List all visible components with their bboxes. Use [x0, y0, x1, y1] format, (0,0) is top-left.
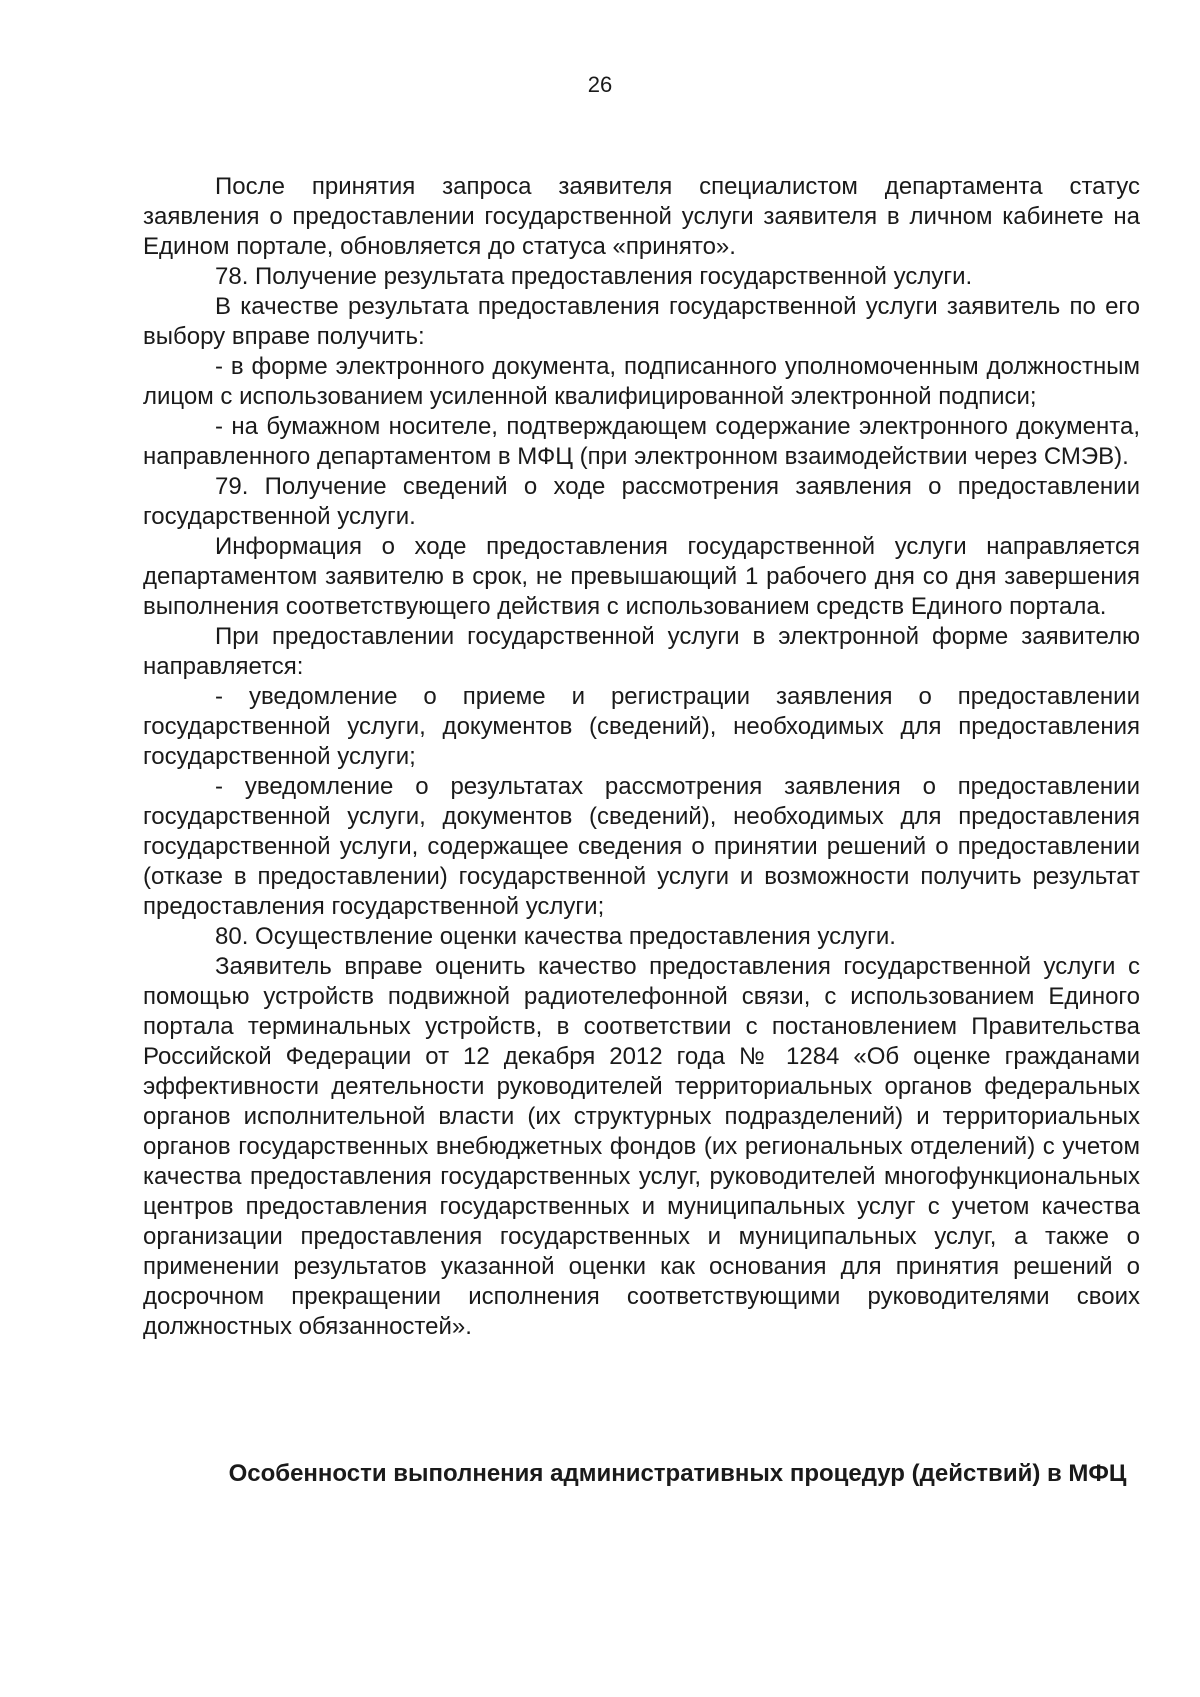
list-item: - на бумажном носителе, подтверждающем содержание электронного документа, направленного департаментом в МФЦ (при электронном взаимодействии через СМЭВ). — [143, 413, 1140, 470]
paragraph: Заявитель вправе оценить качество предоставления государственной услуги с помощью устройств подвижной радиотелефонной связи, с использованием Единого портала терминальных устройств, в соответствии с постановлением Правительства Российской Федерации от 12 декабря 2012 года № 1284 «Об оценке гражданами эффективности деятельности руководителей территориальных органов федеральных органов исполнительной власти (их структурных подразделений) и территориальных органов государственных внебюджетных фондов (их региональных отделений) с учетом качества предоставления государственных услуг, руководителей многофункциональных центров предоставления государственных и муниципальных услуг с учетом качества организации предоставления государственных и муниципальных услуг, а также о применении результатов указанной оценки как основания для принятия решений о досрочном прекращении исполнения соответствующими руководителями своих должностных обязанностей». — [143, 953, 1140, 1340]
document-body — [143, 172, 1140, 1342]
paragraph: Информация о ходе предоставления государственной услуги направляется департаментом заявителю в срок, не превышающий 1 рабочего дня со дня завершения выполнения соответствующего действия с использованием средств Единого портала. — [143, 533, 1140, 620]
paragraph-item-80: 80. Осуществление оценки качества предоставления услуги. — [215, 923, 896, 950]
list-item: - уведомление о приеме и регистрации заявления о предоставлении государственной услуги, документов (сведений), необходимых для предоставления государственной услуги; — [143, 683, 1140, 770]
paragraph: При предоставлении государственной услуги в электронной форме заявителю направляется: — [143, 623, 1140, 680]
paragraph: В качестве результата предоставления государственной услуги заявитель по его выбору вправе получить: — [143, 293, 1140, 350]
list-item: - уведомление о результатах рассмотрения заявления о предоставлении государственной услуги, документов (сведений), необходимых для предоставления государственной услуги, содержащее сведения о принятии решений о предоставлении (отказе в предоставлении) государственной услуги и возможности получить результат предоставления государственной услуги; — [143, 773, 1140, 920]
list-item: - в форме электронного документа, подписанного уполномоченным должностным лицом с использованием усиленной квалифицированной электронной подписи; — [143, 353, 1140, 410]
paragraph: После принятия запроса заявителя специалистом департамента статус заявления о предоставлении государственной услуги заявителя в личном кабинете на Едином портале, обновляется до статуса «принято». — [143, 173, 1140, 260]
page-number: 26 — [587, 72, 613, 97]
paragraph-item-78: 78. Получение результата предоставления государственной услуги. — [215, 263, 973, 290]
section-heading: Особенности выполнения административных процедур (действий) в МФЦ — [228, 1460, 1127, 1487]
paragraph-item-79: 79. Получение сведений о ходе рассмотрения заявления о предоставлении государственной услуги. — [143, 473, 1140, 530]
